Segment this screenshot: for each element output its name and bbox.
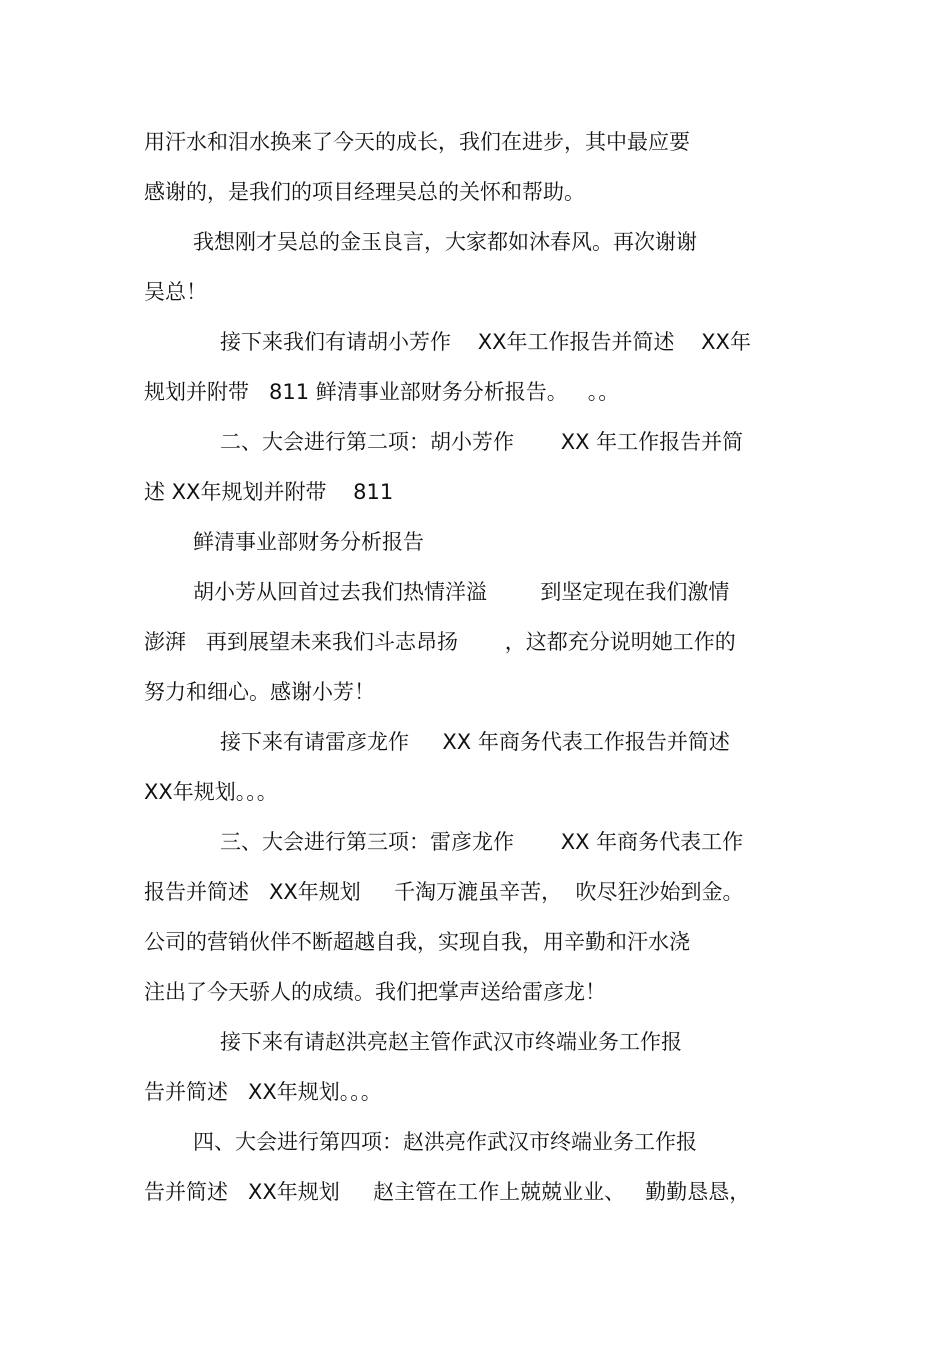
text-line: 告并简述 XX年规划。。。 (144, 1080, 382, 1104)
text-line: 接下来有请赵洪亮赵主管作武汉市终端业务工作报 (220, 1030, 682, 1054)
text-line: 接下来我们有请胡小芳作 XX年工作报告并简述 XX年 (220, 330, 751, 354)
text-line: 注出了今天骄人的成绩。我们把掌声送给雷彦龙！ (144, 980, 606, 1004)
text-line: 规划并附带 811 鲜清事业部财务分析报告。 。。 (144, 380, 620, 404)
section-heading: 四、大会进行第四项：赵洪亮作武汉市终端业务工作报 (193, 1130, 697, 1154)
text-line: 用汗水和泪水换来了今天的成长，我们在进步，其中最应要 (144, 130, 690, 154)
text-line: 胡小芳从回首过去我们热情洋溢 到坚定现在我们激情 (193, 580, 730, 604)
section-heading: 鲜清事业部财务分析报告 (193, 530, 424, 554)
text-line: 报告并简述 XX年规划 千淘万漉虽辛苦， 吹尽狂沙始到金。 (144, 880, 744, 904)
text-line: 努力和细心。感谢小芳！ (144, 680, 375, 704)
section-heading: 二、大会进行第二项：胡小芳作 XX 年工作报告并简 (220, 430, 744, 454)
section-heading: 述 XX年规划并附带 811 (144, 480, 394, 504)
text-line: 告并简述 XX年规划 赵主管在工作上兢兢业业、 勤勤恳恳， (144, 1180, 751, 1204)
text-line: 吴总！ (144, 280, 207, 304)
section-heading: 三、大会进行第三项：雷彦龙作 XX 年商务代表工作 (220, 830, 744, 854)
text-line: 接下来有请雷彦龙作 XX 年商务代表工作报告并简述 (220, 730, 730, 754)
text-line: 澎湃 再到展望未来我们斗志昂扬 ，这都充分说明她工作的 (144, 630, 736, 654)
text-line: 感谢的，是我们的项目经理吴总的关怀和帮助。 (144, 180, 585, 204)
text-line: XX年规划。。。 (144, 780, 278, 804)
text-line: 我想刚才吴总的金玉良言，大家都如沐春风。再次谢谢 (193, 230, 697, 254)
text-line: 公司的营销伙伴不断超越自我，实现自我，用辛勤和汗水浇 (144, 930, 690, 954)
